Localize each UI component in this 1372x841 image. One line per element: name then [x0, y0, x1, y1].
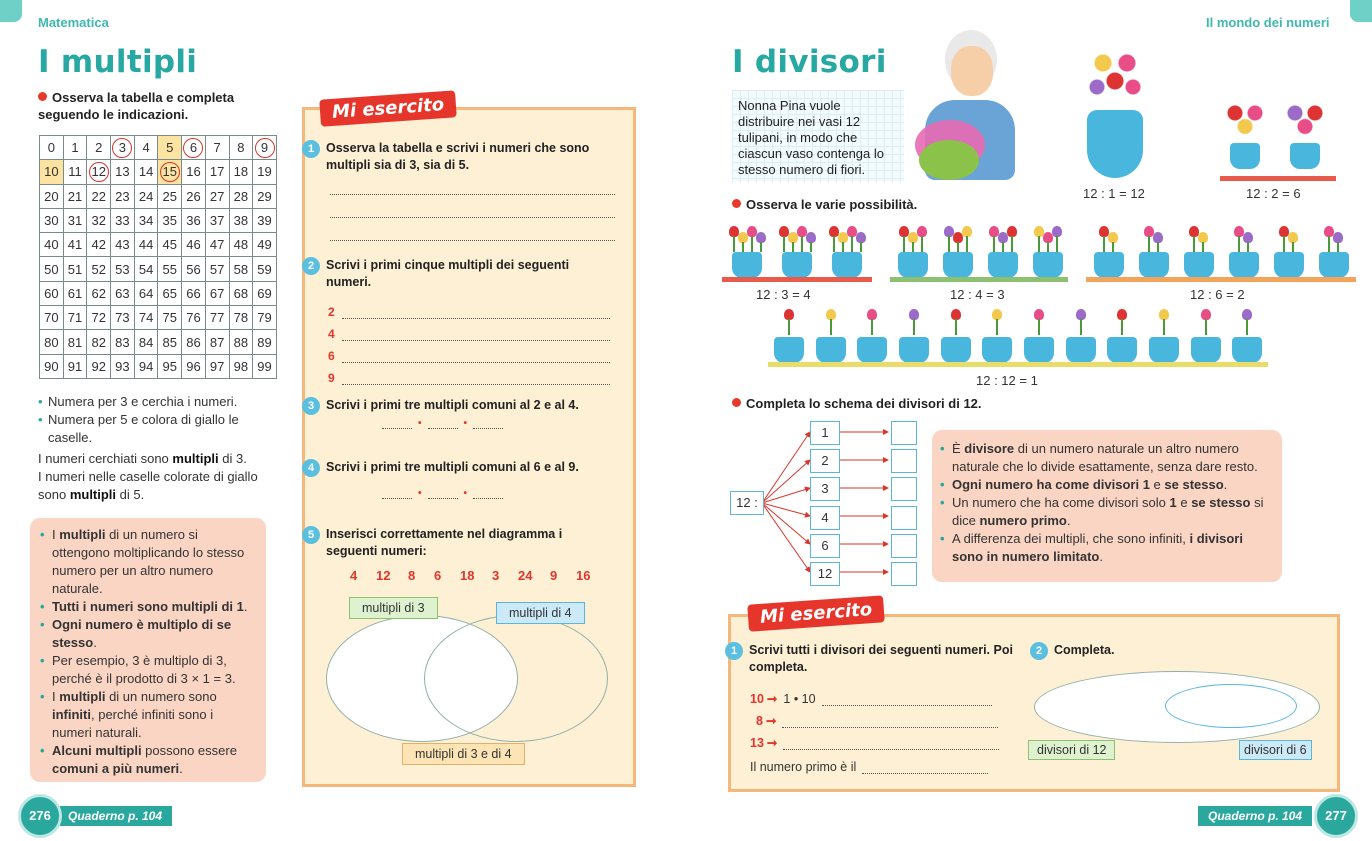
- grid-cell[interactable]: 84: [134, 330, 158, 354]
- page-number: 276: [18, 794, 62, 838]
- grid-cell[interactable]: 96: [182, 354, 206, 378]
- venn-label-6: divisori di 6: [1239, 740, 1312, 760]
- grid-cell[interactable]: 93: [111, 354, 135, 378]
- answer-line[interactable]: [330, 207, 615, 218]
- vase: [857, 337, 887, 363]
- exercise-badge: Mi esercito: [319, 90, 457, 126]
- vase: [1191, 337, 1221, 363]
- info-example: • Per esempio, 3 è multiplo di 3, perché è il prodotto di 3 × 1 = 3.: [40, 652, 256, 688]
- quotient-box[interactable]: [891, 449, 917, 473]
- exercise-2: [1030, 642, 1114, 659]
- venn-label-a: multipli di 3: [349, 597, 438, 619]
- vase: [988, 252, 1018, 278]
- vase: [899, 337, 929, 363]
- quotient-box[interactable]: [891, 421, 917, 445]
- grid-cell[interactable]: 37: [205, 208, 229, 232]
- vase: [1232, 337, 1262, 363]
- row-number: 13: [750, 736, 764, 750]
- grid-cell[interactable]: 67: [205, 281, 229, 305]
- grid-cell[interactable]: 21: [63, 184, 87, 208]
- grid-cell[interactable]: 16: [182, 160, 206, 184]
- info-item: • I multipli di un numero si ottengono moltiplicando lo stesso numero per un altro numero naturale.: [40, 526, 256, 598]
- grid-cell[interactable]: 74: [134, 306, 158, 330]
- grid-cell[interactable]: 55: [158, 257, 182, 281]
- grid-cell[interactable]: 50: [40, 257, 64, 281]
- info-item: • Ogni numero è multiplo di se stesso.: [40, 616, 256, 652]
- exercise-1: [725, 642, 1015, 774]
- number-badge: 1: [725, 642, 743, 660]
- vase: [774, 337, 804, 363]
- grid-cell[interactable]: 41: [63, 233, 87, 257]
- grid-cell[interactable]: 58: [229, 257, 253, 281]
- row-number: 8: [756, 714, 763, 728]
- grid-cell[interactable]: 77: [205, 306, 229, 330]
- vase: [941, 337, 971, 363]
- grid-cell[interactable]: 10: [40, 160, 64, 184]
- exercise-5: [302, 526, 622, 583]
- grid-cell[interactable]: 36: [182, 208, 206, 232]
- quotient-box[interactable]: [891, 562, 917, 586]
- grid-cell[interactable]: 2: [87, 136, 111, 160]
- exercise-badge: Mi esercito: [747, 595, 885, 631]
- question-text: Scrivi i primi tre multipli comuni al 2 e al 4.: [326, 398, 579, 412]
- grid-cell[interactable]: 59: [253, 257, 277, 281]
- page-title: I divisori: [732, 44, 887, 80]
- vase: [732, 252, 762, 278]
- grid-cell[interactable]: 1: [63, 136, 87, 160]
- divisor-box: 4: [810, 506, 840, 530]
- row-number: 6: [328, 349, 335, 363]
- grid-cell[interactable]: 81: [63, 330, 87, 354]
- grid-cell[interactable]: 64: [134, 281, 158, 305]
- number-badge: 3: [302, 397, 320, 415]
- grid-cell[interactable]: 94: [134, 354, 158, 378]
- vase-row-4: [890, 222, 1070, 280]
- divisor-box: 2: [810, 449, 840, 473]
- grid-cell[interactable]: 42: [87, 233, 111, 257]
- grid-cell[interactable]: 73: [111, 306, 135, 330]
- grid-cell[interactable]: 18: [229, 160, 253, 184]
- question-text: Scrivi i primi cinque multipli dei seguenti numeri.: [326, 258, 570, 289]
- venn-number: 18: [460, 568, 475, 583]
- grid-cell[interactable]: 87: [205, 330, 229, 354]
- grid-cell[interactable]: 14: [134, 160, 158, 184]
- grid-cell[interactable]: 43: [111, 233, 135, 257]
- grid-cell[interactable]: 88: [229, 330, 253, 354]
- grid-cell[interactable]: 46: [182, 233, 206, 257]
- grid-cell[interactable]: 31: [63, 208, 87, 232]
- answer-line[interactable]: [783, 739, 999, 750]
- answer-slots: • •: [382, 488, 622, 499]
- answer-line[interactable]: [342, 308, 610, 319]
- row-number: 2: [328, 305, 335, 319]
- grid-cell[interactable]: 68: [229, 281, 253, 305]
- vase: [1319, 252, 1349, 278]
- exercise-1: [302, 140, 622, 241]
- answer-value: 1 • 10: [783, 692, 816, 706]
- info-item: • Tutti i numeri sono multipli di 1.: [40, 598, 256, 616]
- vase: [1149, 337, 1179, 363]
- grid-cell[interactable]: [111, 136, 135, 160]
- grid-cell[interactable]: 53: [111, 257, 135, 281]
- info-item: • Alcuni multipli possono essere comuni a più numeri.: [40, 742, 256, 778]
- venn-inner: [1165, 684, 1297, 728]
- venn-number: 9: [550, 568, 558, 583]
- vase: [782, 252, 812, 278]
- vase: [832, 252, 862, 278]
- vase: [1274, 252, 1304, 278]
- circled-number: 15: [160, 162, 180, 182]
- answer-line[interactable]: [473, 418, 503, 429]
- grid-cell[interactable]: 98: [229, 354, 253, 378]
- vase: [943, 252, 973, 278]
- info-item: • I multipli di un numero sono infiniti, perché infiniti sono i numeri naturali.: [40, 688, 256, 742]
- grid-cell[interactable]: 44: [134, 233, 158, 257]
- answer-line[interactable]: [382, 418, 412, 429]
- bullet-icon: [732, 199, 741, 208]
- section-header: Matematica: [38, 15, 109, 30]
- vase: [816, 337, 846, 363]
- grid-cell[interactable]: 51: [63, 257, 87, 281]
- grid-cell[interactable]: 97: [205, 354, 229, 378]
- number-badge: 5: [302, 526, 320, 544]
- venn-label-ab: multipli di 3 e di 4: [402, 743, 525, 765]
- story-text: Nonna Pina vuole distribuire nei vasi 12 tulipani, in modo che ciascun vaso contenga lo stesso numero di fiori.: [738, 98, 884, 177]
- grid-cell[interactable]: 8: [229, 136, 253, 160]
- grid-cell[interactable]: 35: [158, 208, 182, 232]
- grid-cell[interactable]: 91: [63, 354, 87, 378]
- shelf: [722, 277, 872, 282]
- vase: [1229, 252, 1259, 278]
- grid-cell[interactable]: 34: [134, 208, 158, 232]
- venn-label-b: multipli di 4: [496, 602, 585, 624]
- grid-cell[interactable]: 62: [87, 281, 111, 305]
- answer-line[interactable]: [382, 488, 412, 499]
- question-text: Inserisci correttamente nel diagramma i seguenti numeri:: [326, 527, 563, 558]
- exercise-4: [302, 459, 622, 499]
- number-badge: 1: [302, 140, 320, 158]
- vase: [1184, 252, 1214, 278]
- grid-cell[interactable]: 89: [253, 330, 277, 354]
- schema-root: 12 :: [730, 491, 764, 515]
- grid-cell[interactable]: 23: [111, 184, 135, 208]
- circled-number: 12: [89, 162, 109, 182]
- info-item: • Un numero che ha come divisori solo 1 e se stesso si dice numero primo.: [940, 494, 1272, 530]
- grid-cell[interactable]: [158, 160, 182, 184]
- exercise-3: [302, 397, 622, 429]
- page-number: 277: [1314, 794, 1358, 838]
- vase: [1139, 252, 1169, 278]
- grid-cell[interactable]: 85: [158, 330, 182, 354]
- question-text: Scrivi i primi tre multipli comuni al 6 e al 9.: [326, 460, 579, 474]
- equation: 12 : 4 = 3: [950, 287, 1005, 302]
- number-table: [39, 135, 277, 379]
- prime-label: Il numero primo è il: [750, 760, 857, 774]
- shelf: [890, 277, 1068, 282]
- grid-cell[interactable]: 95: [158, 354, 182, 378]
- grid-cell[interactable]: 48: [229, 233, 253, 257]
- answer-line[interactable]: [822, 695, 992, 706]
- grid-cell[interactable]: 92: [87, 354, 111, 378]
- info-box: [30, 518, 266, 782]
- shelf: [1220, 176, 1336, 181]
- grid-cell[interactable]: 5: [158, 136, 182, 160]
- paragraph: I numeri cerchiati sono multipli di 3. I numeri nelle caselle colorate di giallo sono multipli di 5.: [38, 451, 258, 502]
- grid-cell[interactable]: 13: [111, 160, 135, 184]
- grid-cell[interactable]: 24: [134, 184, 158, 208]
- vase: [1094, 252, 1124, 278]
- answer-line[interactable]: [473, 488, 503, 499]
- equation: 12 : 12 = 1: [976, 373, 1038, 388]
- grid-cell[interactable]: 19: [253, 160, 277, 184]
- venn-number: 24: [518, 568, 533, 583]
- answer-line[interactable]: [342, 330, 610, 341]
- grid-cell[interactable]: 71: [63, 306, 87, 330]
- bullet-list: [38, 393, 268, 447]
- instruction: Completa lo schema dei divisori di 12.: [732, 395, 982, 412]
- grid-cell[interactable]: 7: [205, 136, 229, 160]
- instruction: Osserva la tabella e completa seguendo le indicazioni.: [38, 90, 235, 122]
- answer-line[interactable]: [428, 418, 458, 429]
- grid-cell[interactable]: 39: [253, 208, 277, 232]
- divisor-box: 6: [810, 534, 840, 558]
- grid-cell[interactable]: 45: [158, 233, 182, 257]
- corner-decoration: [1350, 0, 1372, 22]
- grid-cell[interactable]: 78: [229, 306, 253, 330]
- row-number: 10: [750, 692, 764, 706]
- venn-label-12: divisori di 12: [1028, 740, 1115, 760]
- vase: [898, 252, 928, 278]
- answer-line[interactable]: [862, 763, 988, 774]
- grid-cell[interactable]: 17: [205, 160, 229, 184]
- grid-cell[interactable]: 86: [182, 330, 206, 354]
- equation: 12 : 1 = 12: [1083, 186, 1145, 201]
- answer-line[interactable]: [342, 352, 610, 363]
- quaderno-tag[interactable]: Quaderno p. 104: [1198, 806, 1312, 826]
- venn-number: 16: [576, 568, 591, 583]
- grid-cell[interactable]: [87, 160, 111, 184]
- grid-cell[interactable]: 29: [253, 184, 277, 208]
- vase: [1107, 337, 1137, 363]
- row-number: 4: [328, 327, 335, 341]
- grid-cell[interactable]: 52: [87, 257, 111, 281]
- info-item: • A differenza dei multipli, che sono infiniti, i divisori sono in numero limitato.: [940, 530, 1272, 566]
- quotient-box[interactable]: [891, 534, 917, 558]
- grid-cell[interactable]: 40: [40, 233, 64, 257]
- grid-cell[interactable]: 20: [40, 184, 64, 208]
- grid-cell[interactable]: 54: [134, 257, 158, 281]
- grandma-illustration: [905, 30, 1025, 200]
- bullet-icon: [732, 398, 741, 407]
- grid-cell[interactable]: 32: [87, 208, 111, 232]
- grid-cell[interactable]: 49: [253, 233, 277, 257]
- grid-cell[interactable]: 76: [182, 306, 206, 330]
- venn-number: 8: [408, 568, 416, 583]
- question-text: Scrivi tutti i divisori dei seguenti numeri. Poi completa.: [749, 643, 1013, 674]
- grid-cell[interactable]: 63: [111, 281, 135, 305]
- equation: 12 : 6 = 2: [1190, 287, 1245, 302]
- answer-line[interactable]: [782, 717, 998, 728]
- row-number: 9: [328, 371, 335, 385]
- vase-row-3: [722, 222, 882, 280]
- shelf: [768, 362, 1268, 367]
- page-title: I multipli: [38, 44, 198, 80]
- grid-cell[interactable]: 70: [40, 306, 64, 330]
- grid-cell[interactable]: 25: [158, 184, 182, 208]
- venn-number: 12: [376, 568, 391, 583]
- grid-cell[interactable]: 30: [40, 208, 64, 232]
- grid-cell[interactable]: 79: [253, 306, 277, 330]
- answer-line[interactable]: [330, 230, 615, 241]
- grid-cell[interactable]: 47: [205, 233, 229, 257]
- divisor-box: 3: [810, 477, 840, 501]
- grid-cell[interactable]: 83: [111, 330, 135, 354]
- info-box: [932, 430, 1282, 582]
- number-badge: 4: [302, 459, 320, 477]
- story-box: [732, 90, 904, 182]
- section-header: Il mondo dei numeri: [1206, 15, 1330, 30]
- grid-cell[interactable]: 90: [40, 354, 64, 378]
- info-item: • Ogni numero ha come divisori 1 e se stesso.: [940, 476, 1272, 494]
- answer-line[interactable]: [342, 374, 610, 385]
- grid-cell[interactable]: 11: [63, 160, 87, 184]
- instruction: Osserva le varie possibilità.: [732, 196, 917, 213]
- grid-cell[interactable]: 66: [182, 281, 206, 305]
- question-text: Completa.: [1054, 643, 1115, 657]
- grid-cell[interactable]: 69: [253, 281, 277, 305]
- grid-cell[interactable]: 33: [111, 208, 135, 232]
- answer-slots: • •: [382, 418, 622, 429]
- grid-cell[interactable]: 38: [229, 208, 253, 232]
- venn-number: 6: [434, 568, 442, 583]
- question-text: Osserva la tabella e scrivi i numeri che sono multipli sia di 3, sia di 5.: [326, 141, 590, 172]
- grid-cell[interactable]: 61: [63, 281, 87, 305]
- equation: 12 : 3 = 4: [756, 287, 811, 302]
- vase: [1066, 337, 1096, 363]
- grid-cell[interactable]: 22: [87, 184, 111, 208]
- quotient-box[interactable]: [891, 506, 917, 530]
- corner-decoration: [0, 0, 22, 22]
- grid-cell[interactable]: 57: [205, 257, 229, 281]
- grid-cell[interactable]: 60: [40, 281, 64, 305]
- grid-cell[interactable]: 0: [40, 136, 64, 160]
- grid-cell[interactable]: 26: [182, 184, 206, 208]
- grid-cell[interactable]: 4: [134, 136, 158, 160]
- grid-cell[interactable]: [182, 136, 206, 160]
- circled-number: 9: [255, 138, 275, 158]
- vase-group-2: [1220, 95, 1340, 175]
- vase-row-6: [1086, 222, 1356, 280]
- answer-line[interactable]: [330, 184, 615, 195]
- bullet-icon: [38, 92, 47, 101]
- number-list: [350, 568, 622, 583]
- venn-number: 4: [350, 568, 358, 583]
- grid-cell[interactable]: 99: [253, 354, 277, 378]
- list-item: • Numera per 5 e colora di giallo le caselle.: [38, 412, 239, 445]
- quaderno-tag[interactable]: Quaderno p. 104: [58, 806, 172, 826]
- answer-line[interactable]: [428, 488, 458, 499]
- divisor-box: 12: [810, 562, 840, 586]
- answer-rows: [328, 297, 622, 385]
- venn-circle-b: [424, 615, 608, 742]
- shelf: [1086, 277, 1356, 282]
- venn-number: 3: [492, 568, 500, 583]
- vase: [1033, 252, 1063, 278]
- vase: [982, 337, 1012, 363]
- grid-cell[interactable]: 28: [229, 184, 253, 208]
- info-item: • È divisore di un numero naturale un altro numero naturale che lo divide esattamente, senza dare resto.: [940, 440, 1272, 476]
- grid-cell[interactable]: [253, 136, 277, 160]
- circled-number: 3: [112, 138, 132, 158]
- equation: 12 : 2 = 6: [1246, 186, 1301, 201]
- answer-rows: 10 ➞ 1 • 10 8 ➞ 13 ➞ Il numero primo è il: [750, 684, 1015, 774]
- vase: [1024, 337, 1054, 363]
- grid-cell[interactable]: 75: [158, 306, 182, 330]
- grid-cell[interactable]: 65: [158, 281, 182, 305]
- number-badge: 2: [302, 257, 320, 275]
- vase-row-12: [768, 305, 1268, 365]
- grid-cell[interactable]: 27: [205, 184, 229, 208]
- circled-number: 6: [183, 138, 203, 158]
- quotient-box[interactable]: [891, 477, 917, 501]
- exercise-2: [302, 257, 622, 385]
- grid-cell[interactable]: 80: [40, 330, 64, 354]
- list-item: • Numera per 3 e cerchia i numeri.: [38, 394, 238, 409]
- grid-cell[interactable]: 56: [182, 257, 206, 281]
- vase-group-1: [1075, 45, 1155, 185]
- number-badge: 2: [1030, 642, 1048, 660]
- divisor-box: 1: [810, 421, 840, 445]
- grid-cell[interactable]: 72: [87, 306, 111, 330]
- grid-cell[interactable]: 82: [87, 330, 111, 354]
